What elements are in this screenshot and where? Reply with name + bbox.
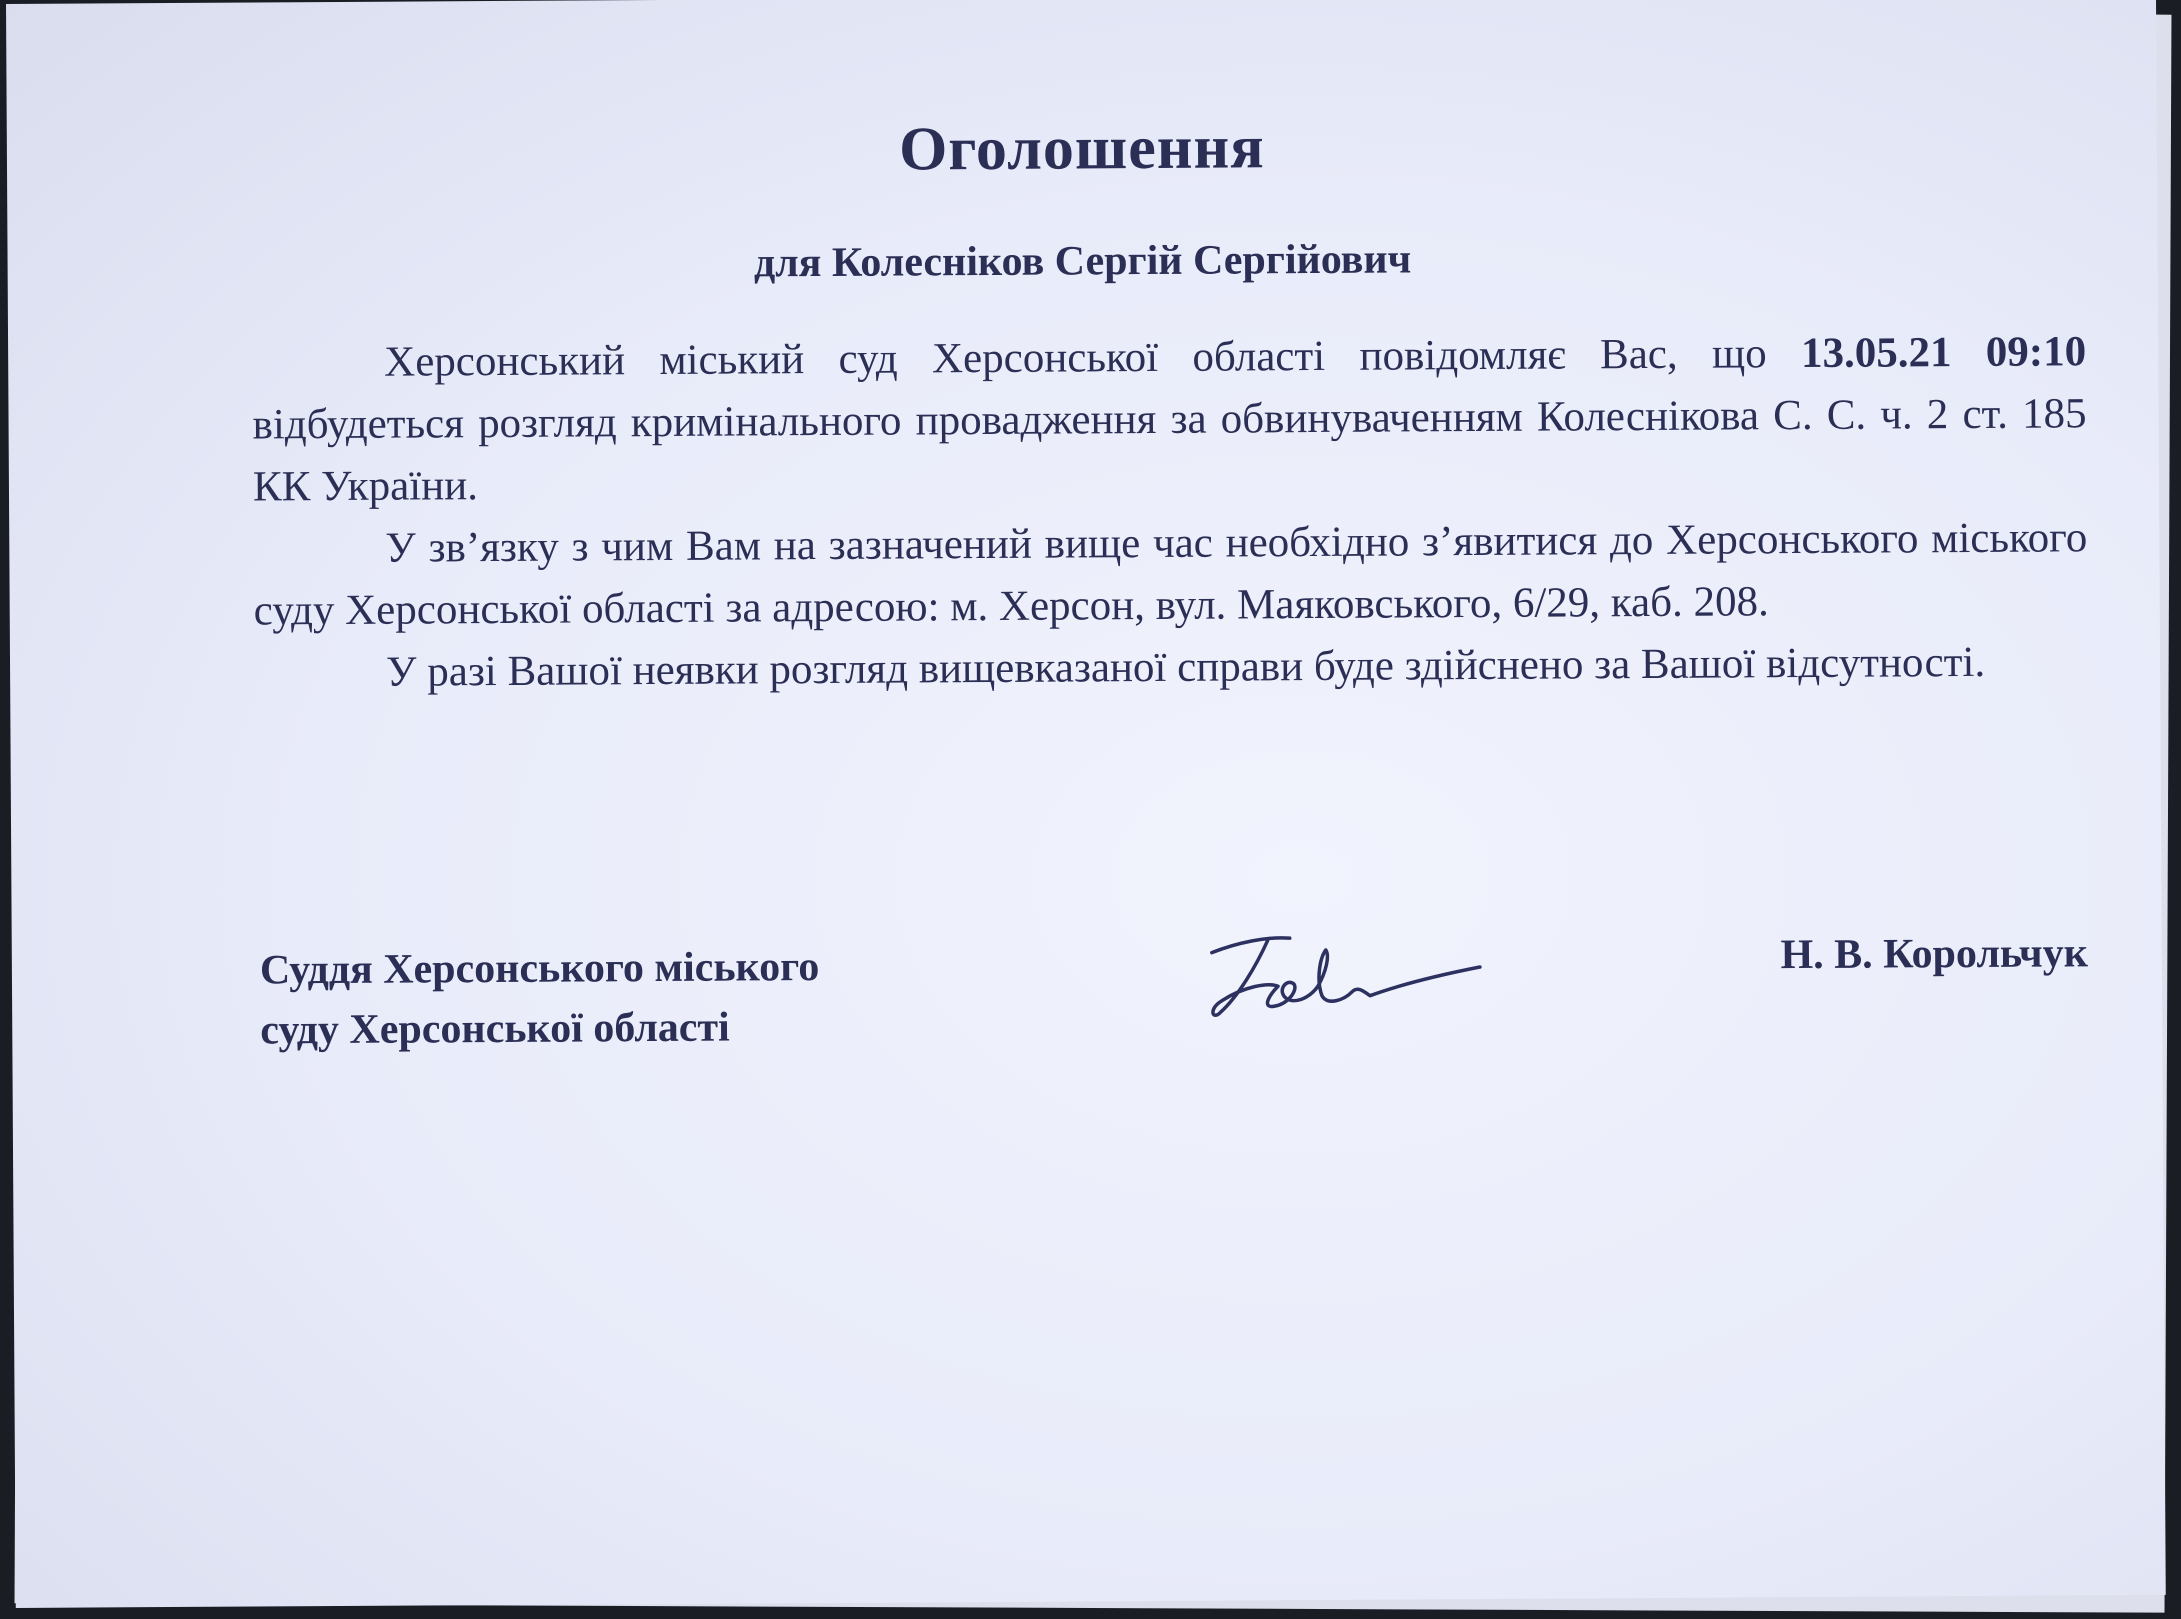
paragraph-absence: У разі Вашої неявки розгляд вищевказаної справи буде здійснено за Вашої відсутності.	[385, 638, 1986, 696]
paragraph-hearing	[252, 321, 2087, 518]
judge-position-line1: Суддя Херсонського міського	[259, 944, 820, 994]
judge-position-line2: суду Херсонської області	[260, 1004, 730, 1054]
document-page	[6, 0, 2166, 1608]
hearing-datetime: 13.05.21 09:10	[1800, 328, 2087, 378]
paragraph-hearing-end: відбудеться розгляд кримінального провадження за обвинуваченням Колеснікова С. С. ч. 2 ст. 185 КК України.	[252, 390, 2087, 511]
paragraph-address: У зв’язку з чим Вам на зазначений вище час необхідно з’явитися до Херсонського міського суду Херсонської області за адресою: м. Херсон, вул. Маяковського, 6/29, каб. 208.	[253, 514, 2088, 635]
notice-recipient: для Колесніков Сергій Сергійович	[753, 236, 1412, 287]
handwritten-signature	[1198, 915, 1489, 1027]
paragraph-hearing-start: Херсонський міський суд Херсонської області повідомляє Вас, що	[384, 330, 1802, 386]
notice-body	[252, 321, 2088, 704]
notice-title: Оголошення	[898, 113, 1265, 184]
judge-name: Н. В. Корольчук	[1780, 930, 2088, 979]
judge-position	[260, 937, 820, 1060]
